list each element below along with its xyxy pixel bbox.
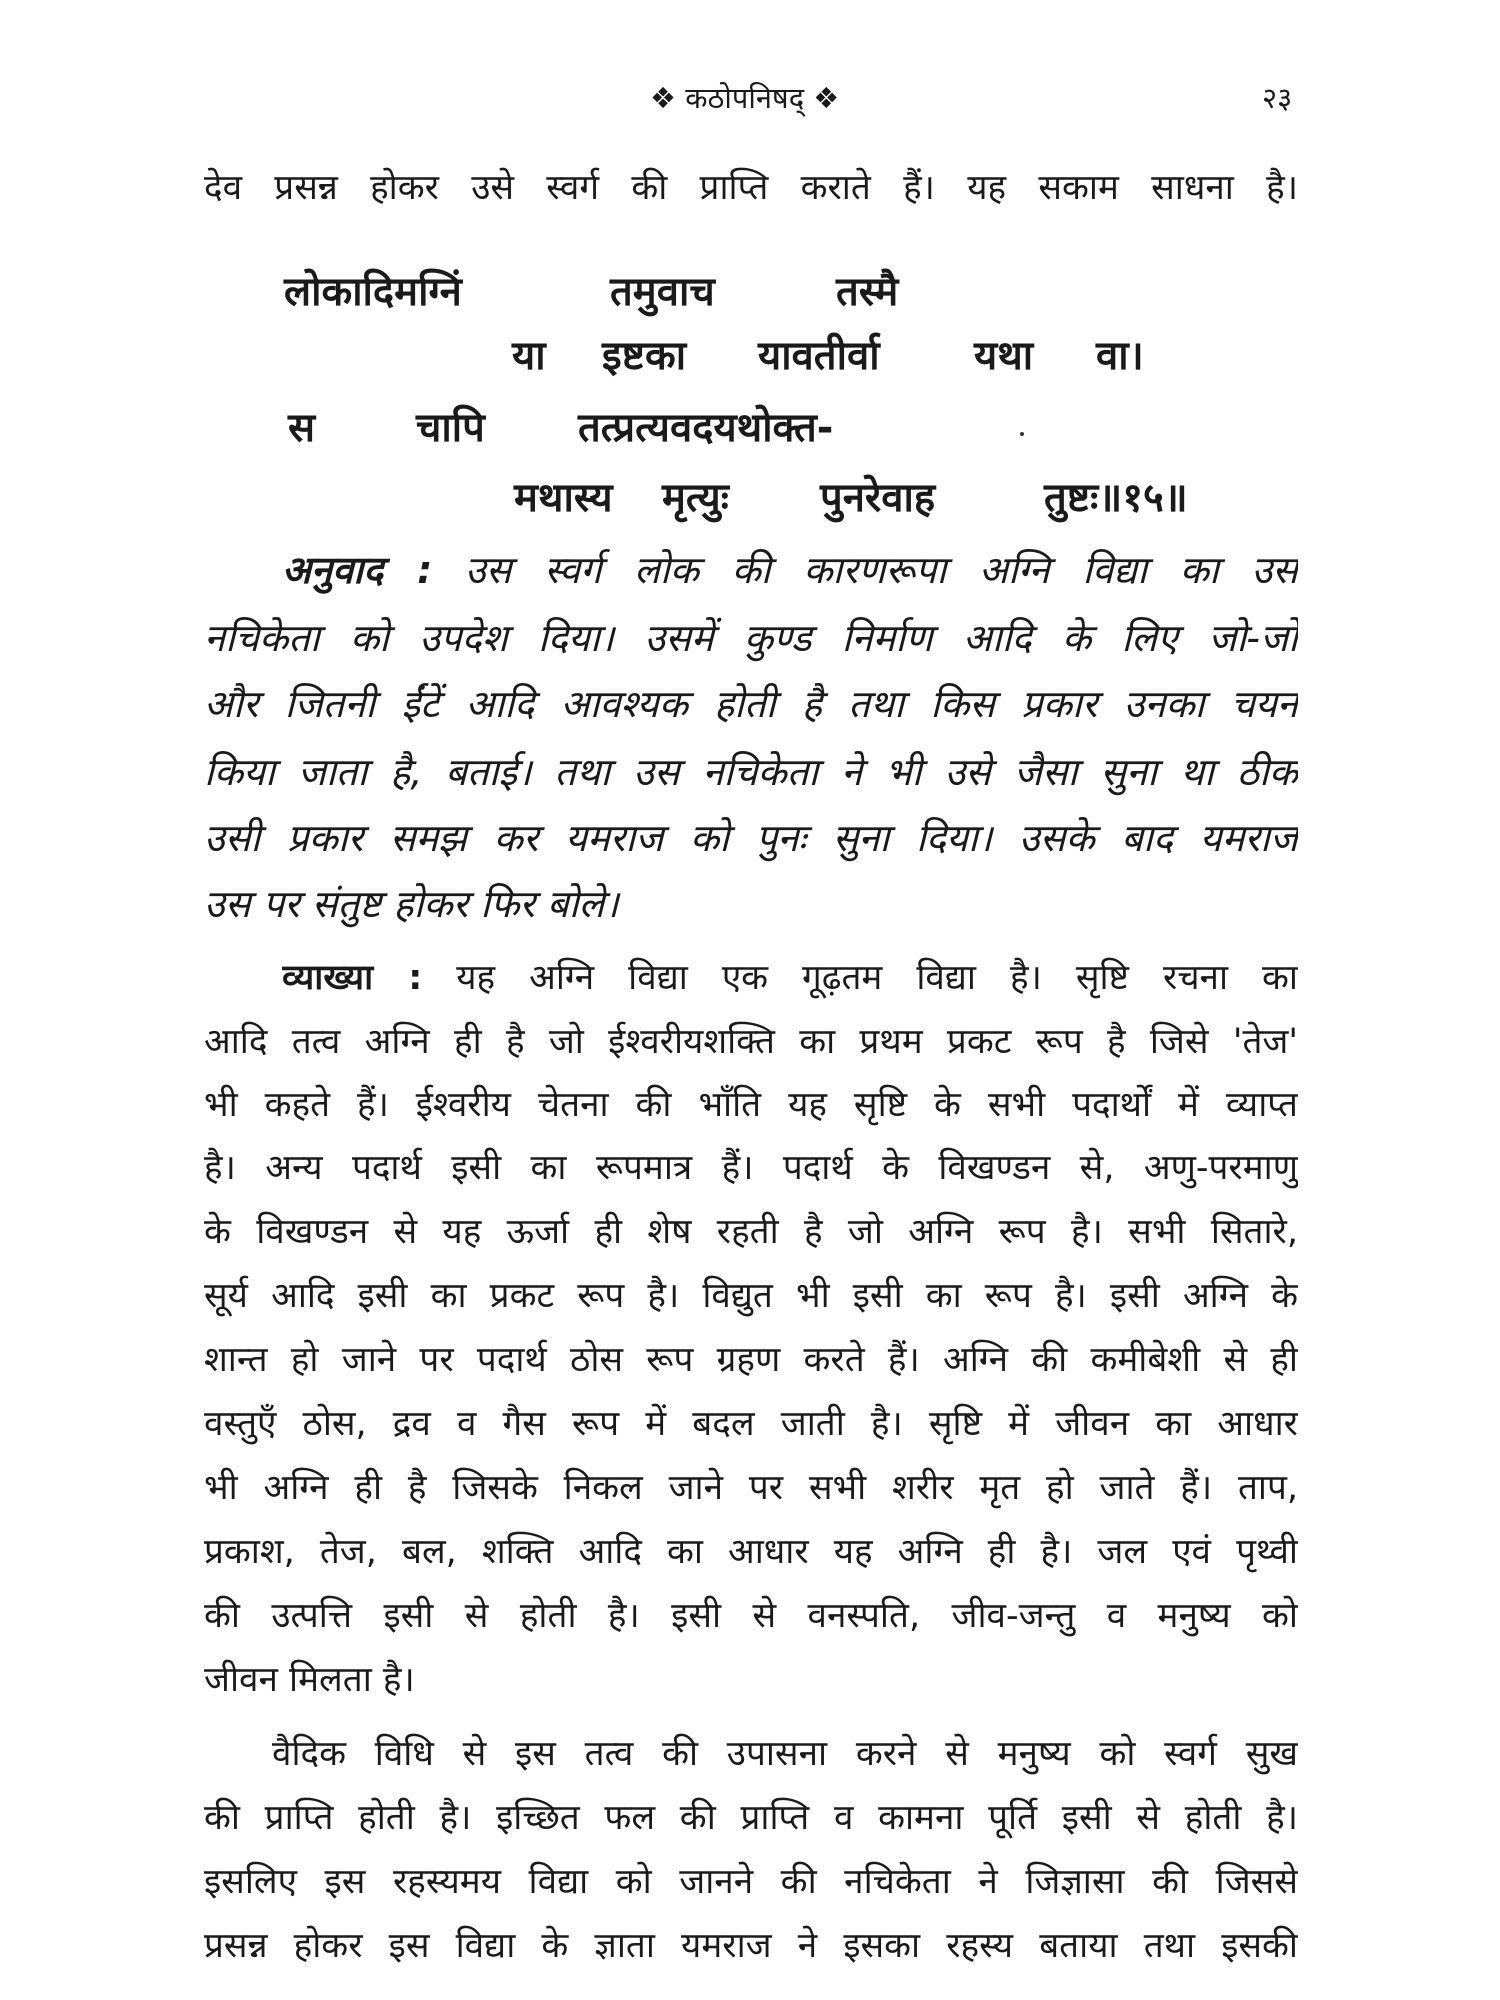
verse-word: स <box>288 405 316 451</box>
translation-label: अनुवाद : <box>282 548 433 592</box>
verse-line-3 <box>0 392 1500 464</box>
verse-word: पुनरेवाह <box>820 475 936 521</box>
verse-word: इष्टका <box>602 333 687 379</box>
commentary-line: सूर्य आदि इसी का प्रकट रूप है। विद्युत भी इसी का रूप है। इसी अग्नि के <box>204 1276 1298 1316</box>
body-line: की प्राप्ति होती है। इच्छित फल की प्राप्ति व कामना पूर्ति इसी से होती है। <box>204 1798 1298 1838</box>
verse-word: यथा <box>974 333 1034 379</box>
commentary-line: वस्तुएँ ठोस, द्रव व गैस रूप में बदल जाती है। सृष्टि में जीवन का आधार <box>204 1404 1298 1444</box>
body-line: इसलिए इस रहस्यमय विद्या को जानने की नचिकेता ने जिज्ञासा की जिससे <box>204 1862 1298 1902</box>
verse-word: वा। <box>1096 333 1144 379</box>
verse-line-2 <box>0 320 1500 392</box>
translation-line: और जितनी ईंटें आदि आवश्यक होती है तथा किस प्रकार उनका चयन <box>204 682 1298 726</box>
verse-word: तमुवाच <box>610 269 715 315</box>
commentary-line: के विखण्डन से यह ऊर्जा ही शेष रहती है जो अग्नि रूप है। सभी सितारे, <box>204 1212 1298 1252</box>
translation-line: नचिकेता को उपदेश दिया। उसमें कुण्ड निर्माण आदि के लिए जो-जो <box>204 616 1298 660</box>
verse-word: यावतीर्वा <box>758 333 880 379</box>
verse-word: चापि <box>416 405 485 451</box>
body-line: वैदिक विधि से इस तत्व की उपासना करने से मनुष्य को स्वर्ग सुख <box>272 1734 1298 1774</box>
translation-line-1 <box>282 538 1298 602</box>
verse-word: मथास्य <box>514 475 613 521</box>
commentary-line: जीवन मिलता है। <box>204 1660 415 1700</box>
commentary-label: व्याख्या : <box>282 958 423 998</box>
verse-word: लोकादिमग्निं <box>284 269 462 315</box>
print-speck <box>1020 432 1024 436</box>
commentary-line: भी अग्नि ही है जिसके निकल जाने पर सभी शरीर मृत हो जाते हैं। ताप, <box>204 1468 1298 1508</box>
commentary-line: शान्त हो जाने पर पदार्थ ठोस रूप ग्रहण करते हैं। अग्नि की कमीबेशी से ही <box>204 1340 1298 1380</box>
intro-line: देव प्रसन्न होकर उसे स्वर्ग की प्राप्ति कराते हैं। यह सकाम साधना है। <box>204 168 1298 208</box>
verse-word: मृत्युः <box>662 475 729 521</box>
commentary-line: है। अन्य पदार्थ इसी का रूपमात्र हैं। पदार्थ के विखण्डन से, अणु-परमाणु <box>204 1148 1298 1188</box>
body-line: प्रसन्न होकर इस विद्या के ज्ञाता यमराज ने इसका रहस्य बताया तथा इसकी <box>204 1926 1298 1966</box>
commentary-line: प्रकाश, तेज, बल, शक्ति आदि का आधार यह अग्नि ही है। जल एवं पृथ्वी <box>204 1532 1298 1572</box>
commentary-line: भी कहते हैं। ईश्वरीय चेतना की भाँति यह सृष्टि के सभी पदार्थों में व्याप्त <box>204 1085 1298 1125</box>
page-number: २३ <box>1262 81 1293 115</box>
translation-line: उसी प्रकार समझ कर यमराज को पुनः सुना दिया। उसके बाद यमराज <box>204 816 1298 860</box>
commentary-text: यह अग्नि विद्या एक गूढ़तम विद्या है। सृष्टि रचना का <box>456 958 1298 998</box>
commentary-line: आदि तत्व अग्नि ही है जो ईश्वरीयशक्ति का प्रथम प्रकट रूप है जिसे 'तेज' <box>204 1022 1298 1062</box>
running-header <box>0 78 1500 118</box>
verse-word: तस्मै <box>836 269 899 315</box>
verse-word: तत्प्रत्यवदयथोक्त- <box>578 405 834 451</box>
translation-line: किया जाता है, बताई। तथा उस नचिकेता ने भी उसे जैसा सुना था ठीक <box>204 750 1298 794</box>
translation-line: उस पर संतुष्ट होकर फिर बोले। <box>204 882 619 926</box>
verse-line-4 <box>0 462 1500 534</box>
verse-line-1 <box>0 256 1500 328</box>
verse-word: या <box>512 333 546 379</box>
verse-word: तुष्टः॥१५॥ <box>1044 475 1188 521</box>
commentary-line: की उत्पत्ति इसी से होती है। इसी से वनस्पति, जीव-जन्तु व मनुष्य को <box>204 1596 1298 1636</box>
translation-text: उस स्वर्ग लोक की कारणरूपा अग्नि विद्या का उस <box>464 548 1298 592</box>
commentary-line-1 <box>282 946 1298 1010</box>
running-title: ❖ कठोपनिषद् ❖ <box>650 81 840 115</box>
